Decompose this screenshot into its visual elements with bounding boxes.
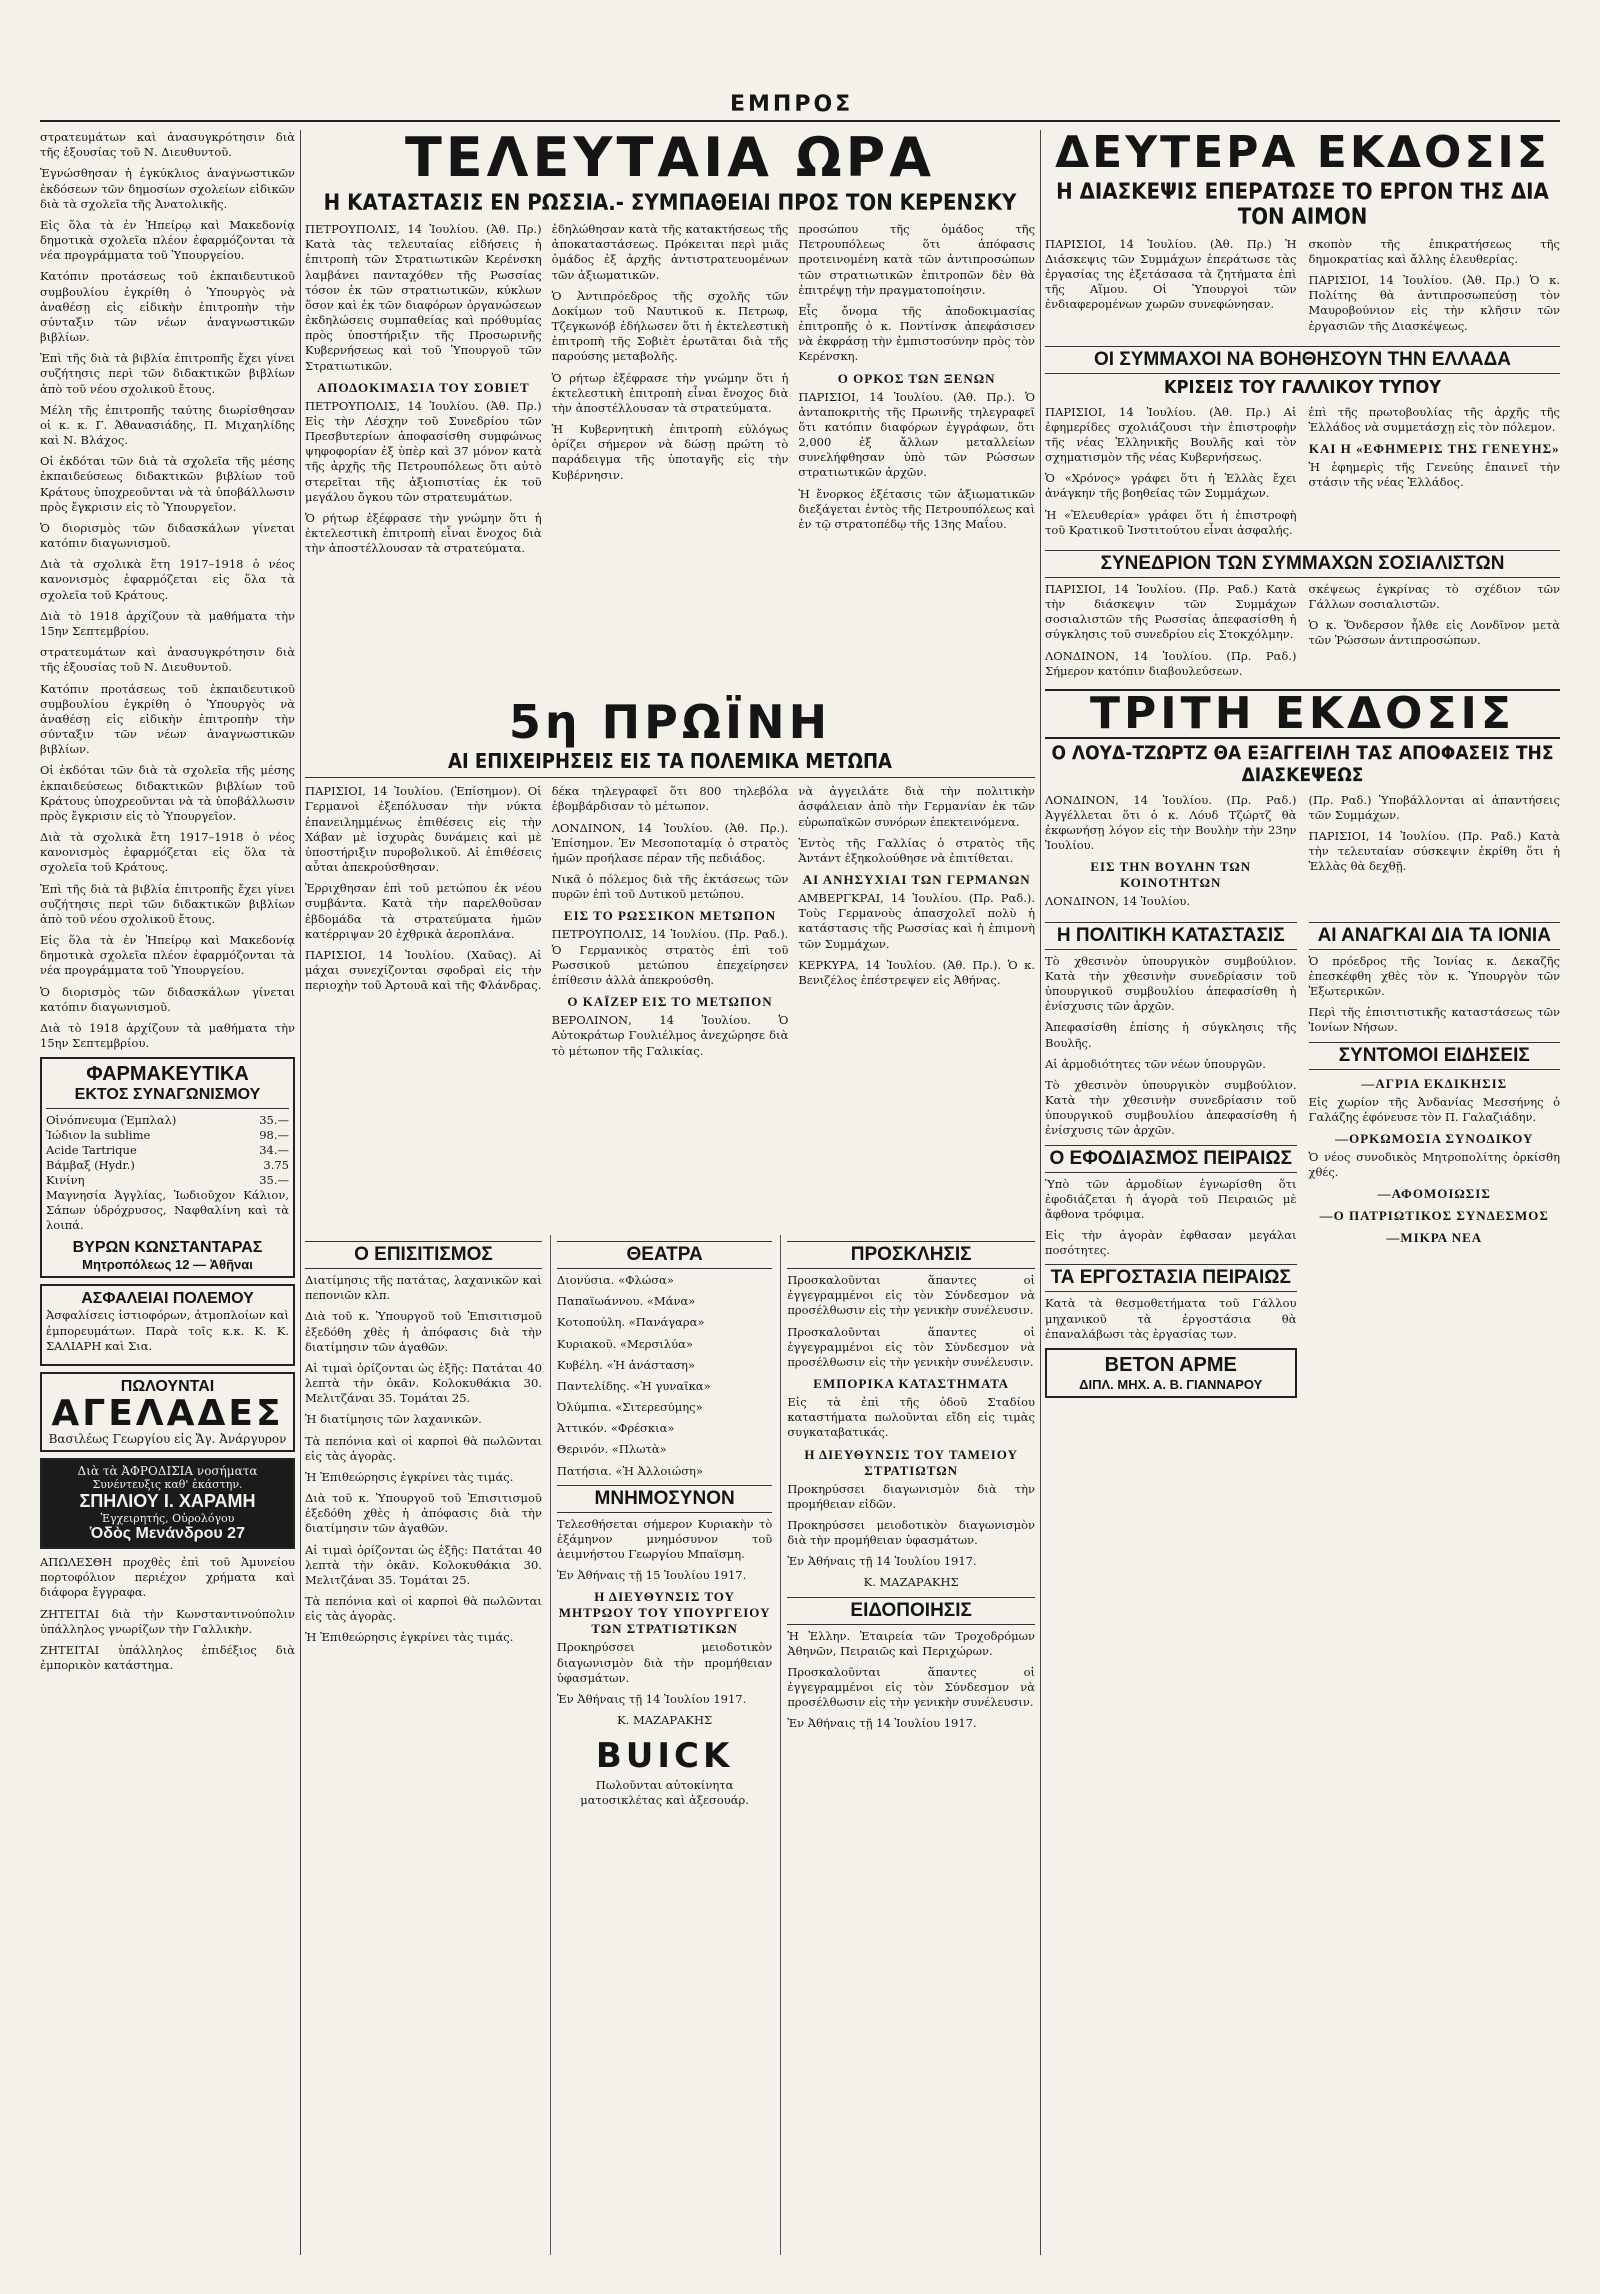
ad-title: ΑΣΦΑΛΕΙΑΙ ΠΟΛΕΜΟΥ (81, 1290, 254, 1308)
article-column (305, 222, 542, 692)
price-row: Ἰώδιον la sublime 98.— (46, 1128, 289, 1143)
doctor-name: ΣΠΗΛΙΟΥ Ι. ΧΑΡΑΜΗ (79, 1491, 256, 1511)
section-heading: ΕΙΔΟΠΟΙΗΣΙΣ (787, 1597, 1035, 1625)
subheadline: Ο ΛΟΥΔ-ΤΖΩΡΤΖ ΘΑ ΕΞΑΓΓΕΙΛΗ ΤΑΣ ΑΠΟΦΑΣΕΙΣ ΤΗΣ ΔΙΑΣΚΕΨΕΩΣ (1051, 742, 1554, 786)
section-heading: Ο ΕΠΙΣΙΤΙΣΜΟΣ (305, 1241, 542, 1269)
section-heading: ΕΙΣ ΤΟ ΡΩΣΣΙΚΟΝ ΜΕΤΩΠΟΝ (563, 908, 777, 924)
article-paragraph: ΠΕΤΡΟΥΠΟΛΙΣ, 14 Ἰουλίου. (Ἀθ. Πρ.) Κατὰ τὰς τελευταίας εἰδήσεις ἡ ἐπιτροπὴ τῶν Στρατιωτικῶν Κερένσκη λαμβάνει πανταχόθεν τῆς Ρωσσίας τόσον ἐκ τῶν στρατιωτικῶν, κύκλων ὅσον καὶ ἐκ τῶν διαφόρων ὀργανώσεων ἐκδηλώσεις συμπαθείας καὶ πρόθυμίας πρὸς ὑποστήριξιν τῆς Προσωρινῆς Κυβερνήσεως καὶ τοῦ Ὑπουργοῦ τῶν Στρατιωτικῶν. (305, 221, 542, 373)
article-paragraph: Εἰς ὅλα τὰ ἐν Ἠπείρῳ καὶ Μακεδονίᾳ δημοτικὰ σχολεῖα πλέον ἐφαρμόζονται τὰ νέα προγράμματα τοῦ Ὑπουργείου. (40, 933, 295, 978)
notice-date: Ἐν Ἀθήναις τῇ 15 Ἰουλίου 1917. (556, 1568, 747, 1583)
ad-text: Ἀσφαλίσεις ἱστιοφόρων, ἀτμοπλοίων καὶ ἐμπορευμάτων. Παρὰ τοῖς κ.κ. Κ. Κ. ΣΑΛΙΑΡΗ καὶ Σια. (46, 1308, 289, 1353)
notice-text: Προκηρύσσει μειοδοτικὸν διαγωνισμὸν διὰ τὴν προμήθειαν ὑφασμάτων. (787, 1517, 1035, 1548)
theatre-listing: Διονύσια. «Φλώσα» (556, 1273, 674, 1287)
section-heading: ΑΙ ΑΝΑΓΚΑΙ ΔΙΑ ΤΑ ΙΟΝΙΑ (1309, 922, 1561, 950)
section-heading: ΕΜΠΟΡΙΚΑ ΚΑΤΑΣΤΗΜΑΤΑ (813, 1376, 1009, 1392)
article-paragraph: Ὁ πρόεδρος τῆς Ἰονίας κ. Δεκαζῆς ἐπεσκέφθη χθὲς τὸν κ. Ὑπουργὸν τῶν Ἐξωτερικῶν. (1308, 953, 1560, 998)
subheadline: Η ΚΑΤΑΣΤΑΣΙΣ ΕΝ ΡΩΣΣΙΑ.- ΣΥΜΠΑΘΕΙΑΙ ΠΡΟΣ ΤΟΝ ΚΕΡΕΝΣΚΥ (323, 190, 1017, 216)
subheadline: ΑΙ ΕΠΙΧΕΙΡΗΣΕΙΣ ΕΙΣ ΤΑ ΠΟΛΕΜΙΚΑ ΜΕΤΩΠΑ (305, 750, 1035, 778)
pharmacy-ad (40, 1057, 295, 1278)
ad-text: Πωλοῦνται αὐτοκίνητα ματοσικλέτας καὶ ἀξεσουάρ. (580, 1778, 749, 1808)
classified-ad: ΖΗΤΕΙΤΑΙ ὑπάλληλος ἐπιδέξιος διὰ ἐμπορικὸν κατάστημα. (40, 1642, 295, 1673)
article-paragraph: ἐδηλώθησαν κατὰ τῆς κατακτήσεως τῆς ἀποκαταστάσεως. Πρόκειται περὶ μιᾶς ὁμάδος ἐξ ἀρχῆς ἀντιστρατευομένων τῶν ἀξιωματικῶν. (551, 221, 789, 282)
article-paragraph: Οἱ ἐκδόται τῶν διὰ τὰ σχολεῖα τῆς μέσης ἐκπαιδεύσεως διδακτικῶν βιβλίων τοῦ Κράτους ὑποχρεοῦνται νὰ τὰ ὑποβάλλωσιν πρὸς ἔγκρισιν εἰς τὸ Ὑπουργεῖον. (40, 763, 295, 823)
article-paragraph: Τὰ πεπόνια καὶ οἱ καρποὶ θὰ πωλῶνται εἰς τὰς ἀγορὰς. (305, 1594, 542, 1624)
ad-subtitle: ΕΚΤΟΣ ΣΥΝΑΓΩΝΙΣΜΟΥ (74, 1086, 261, 1104)
article-paragraph: Ἐπὶ τῆς διὰ τὰ βιβλία ἐπιτροπῆς ἔχει γίνει συζήτησις περὶ τῶν διδακτικῶν βιβλίων ἀπὸ τοῦ νέου σχολικοῦ ἔτους. (40, 351, 295, 396)
article-paragraph: Εἰς τὴν ἀγορὰν ἐφθασαν μεγάλαι ποσότητες. (1045, 1228, 1297, 1258)
ad-title: ΒΕΤΟΝ ΑΡΜΕ (1104, 1353, 1237, 1376)
ad-text: Συνέντευξις καθ' ἑκάστην. (92, 1478, 243, 1491)
article-paragraph: Τὸ χθεσινὸν ὑπουργικὸν συμβούλιον. Κατὰ τὴν χθεσινὴν συνεδρίασιν τοῦ ὑπουργικοῦ συμβουλίου ἀπεφασίσθη ἡ ἐνίσχυσις τῶν ἀρχῶν. (1045, 953, 1297, 1014)
right-column (1045, 130, 1560, 2255)
notice-text: Προσκαλοῦνται ἅπαντες οἱ ἐγγεγραμμένοι εἰς τὸν Σύνδεσμον νὰ προσέλθωσιν εἰς τὴν γενικὴν συνέλευσιν. (787, 1664, 1035, 1710)
article-paragraph: ΠΑΡΙΣΙΟΙ, 14 Ἰουλίου. (Πρ. Ραδ.) Κατὰ τὴν τελευταίαν σύσκεψιν ἐκρίθη ὅτι ἡ Ἑλλὰς θὰ δεχθῇ. (1308, 829, 1560, 874)
ad-title: ΦΑΡΜΑΚΕΥΤΙΚΑ (86, 1063, 249, 1086)
article-paragraph: ΠΕΤΡΟΥΠΟΛΙΣ, 14 Ἰουλίου. (Πρ. Ραδ.). Ὁ Γερμανικὸς στρατὸς ἐπὶ τοῦ Ρωσσικοῦ μετώπου ἐπεχείρησεν ἐπίθεσιν ἀλλὰ ἀπεκρούσθη. (551, 927, 789, 987)
ad-address: Βασιλέως Γεωργίου εἰς Ἄγ. Ἀνάργυρον (48, 1432, 287, 1446)
theatre-listing: Ὀλύμπια. «Σιτερεσύμης» (556, 1400, 703, 1415)
theatre-listing: Κοτοπούλη. «Πανάγαρα» (556, 1315, 705, 1330)
article-paragraph: ΑΜΒΕΡΓΚΡΑΙ, 14 Ἰουλίου. (Πρ. Ραδ.). Τοὺς Γερμανοὺς ἀπασχολεῖ πολὺ ἡ κατάστασις τῆς Ρωσσίας καὶ ἡ ἐπιμονὴ τῶν Συμμάχων. (798, 891, 1035, 951)
ad-address: Ὁδὸς Μενάνδρου 27 (90, 1525, 245, 1542)
article-paragraph: στρατευμάτων καὶ ἀνασυγκρότησιν διὰ τῆς ἐξουσίας τοῦ Ν. Διευθυντοῦ. (40, 645, 295, 675)
cows-ad (40, 1372, 295, 1452)
news-brief-title: —ΑΦΟΜΟΙΩΣΙΣ (1377, 1186, 1491, 1202)
price-row: Κινίνη 35.— (46, 1173, 289, 1188)
article-paragraph: Ἐγνώσθησαν ἡ ἐγκύκλιος ἀναγνωστικῶν ἐκδόσεων τῶν δημοσίων σχολείων εἰδικῶν διὰ τὰ σχολεῖα τῆς Ἀνατολικῆς. (40, 166, 295, 211)
insurance-ad (40, 1284, 295, 1366)
section-heading: Ο ΕΦΟΔΙΑΣΜΟΣ ΠΕΙΡΑΙΩΣ (1045, 1145, 1297, 1173)
article-paragraph: Τὸ χθεσινὸν ὑπουργικὸν συμβούλιον. Κατὰ τὴν χθεσινὴν συνεδρίασιν τοῦ ὑπουργικοῦ συμβουλίου ἀπεφασίσθη ἡ ἐνίσχυσις τῶν ἀρχῶν. (1045, 1077, 1297, 1138)
section-heading: ΚΑΙ Η «ΕΦΗΜΕΡΙΣ ΤΗΣ ΓΕΝΕΥΗΣ» (1308, 440, 1560, 456)
headline-third-edition: ΤΡΙΤΗ ΕΚΔΟΣΙΣ (1045, 689, 1560, 739)
subheadline: Η ΔΙΑΣΚΕΨΙΣ ΕΠΕΡΑΤΩΣΕ ΤΟ ΕΡΓΟΝ ΤΗΣ ΔΙΑ ΤΟΝ ΑΙΜΟΝ (1056, 180, 1549, 231)
theatres-section (550, 1235, 772, 2255)
column-divider (300, 130, 301, 2255)
article-paragraph: Ἡ «Ἐλευθερία» γράφει ὅτι ἡ ἐπιστροφὴ τοῦ Κρατικοῦ Ἰνστιτούτου εἶναι ἀσφαλής. (1045, 507, 1297, 537)
subheadline: ΚΡΙΣΕΙΣ ΤΟΥ ΓΑΛΛΙΚΟΥ ΤΥΠΟΥ (1164, 376, 1441, 398)
article-paragraph: ΠΑΡΙΣΙΟΙ, 14 Ἰουλίου. (Χαῦας). Αἱ μάχαι συνεχίζονται σφοδραὶ εἰς τὴν περιοχὴν τοῦ Ἀρτουᾶ καὶ τῆς Φλάνδρας. (305, 948, 542, 993)
news-brief-title: —ΑΓΡΙΑ ΕΚΔΙΚΗΣΙΣ (1361, 1075, 1508, 1091)
article-paragraph: Ἐπὶ τῆς διὰ τὰ βιβλία ἐπιτροπῆς ἔχει γίνει συζήτησις περὶ τῶν διδακτικῶν βιβλίων ἀπὸ τοῦ νέου σχολικοῦ ἔτους. (40, 881, 295, 926)
article-paragraph: Διὰ τὰ σχολικὰ ἔτη 1917–1918 ὁ νέος κανονισμὸς ἐφαρμόζεται εἰς ὅλα τὰ σχολεῖα τοῦ Κράτους. (40, 557, 295, 602)
article-paragraph: Ὑπὸ τῶν ἁρμοδίων ἐγνωρίσθη ὅτι ἐφοδιάζεται ἡ ἀγορὰ τοῦ Πειραιῶς μὲ ἄφθονα τρόφιμα. (1045, 1176, 1297, 1221)
article-paragraph: ΠΑΡΙΣΙΟΙ, 14 Ἰουλίου. (Ἀθ. Πρ.). Ὁ ἀνταποκριτὴς τῆς Πρωινῆς τηλεγραφεῖ ὅτι κατόπιν διαφόρων ἐγγράφων, ὅτι 2,000 ἐξ ἄλλων μεταλλείων συνελήφθησαν ὑπὸ τῶν Ρώσσων στρατιωτικῶν ἀρχῶν. (798, 389, 1035, 480)
section-heading: Η ΠΟΛΙΤΙΚΗ ΚΑΤΑΣΤΑΣΙΣ (1045, 922, 1297, 950)
headline-fifth-edition: 5η ΠΡΩΪΝΗ (508, 694, 832, 749)
article-paragraph: Κατόπιν προτάσεως τοῦ ἐκπαιδευτικοῦ συμβουλίου ἐγκρίθη ὁ Ὑπουργὸς νὰ ἀναθέσῃ εἰς εἰδικὴν ἐπιτροπὴν τὴν σύνταξιν τῶν νέων ἀναγνωστικῶν βιβλίων. (40, 269, 295, 345)
article-column (552, 784, 789, 1230)
article-paragraph: Κατὰ τὰ θεσμοθετήματα τοῦ Γάλλου μηχανικοῦ τὰ ἐργοστάσια θὰ ἐπαναλάβωσι τὰς ἐργασίας των. (1045, 1296, 1297, 1341)
article-paragraph: δέκα τηλεγραφεῖ ὅτι 800 τηλεβόλα ἐβομβάρδισαν τὸ μέτωπον. (551, 784, 789, 814)
theatre-listing: Θερινόν. «Πλωτὰ» (556, 1442, 667, 1457)
section-heading: ΣΥΝΤΟΜΟΙ ΕΙΔΗΣΕΙΣ (1309, 1042, 1561, 1070)
article-paragraph: Αἱ τιμαὶ ὁρίζονται ὡς ἑξῆς: Πατάται 40 λεπτὰ τὴν ὀκᾶν. Κολοκυθάκια 30. Μελιτζάναι 35. Τομάται 25. (305, 1542, 542, 1587)
theatre-listing: Παντελίδης. «Ἡ γυναῖκα» (556, 1378, 711, 1393)
article-paragraph: σκέψεως ἐγκρίνας τὸ σχέδιον τῶν Γάλλων σοσιαλιστῶν. (1308, 581, 1560, 612)
center-column (305, 130, 1035, 1230)
article-paragraph: Ὁ ρήτωρ ἐξέφρασε τὴν γνώμην ὅτι ἡ ἐκτελεστικὴ ἐπιτροπὴ εἶναι ἔνοχος διὰ τὴν ἀποστέλλουσαν τὰ στρατεύματα. (551, 370, 789, 415)
article-paragraph: Ἀπεφασίσθη ἐπίσης ἡ σύγκλησις τῆς Βουλῆς. (1045, 1020, 1297, 1050)
notice-date: Ἐν Ἀθήναις τῇ 14 Ἰουλίου 1917. (787, 1554, 977, 1569)
ad-kicker: ΠΩΛΟΥΝΤΑΙ (120, 1378, 215, 1395)
section-heading: Ο ΚΑΪΖΕΡ ΕΙΣ ΤΟ ΜΕΤΩΠΟΝ (567, 994, 773, 1010)
headline-last-hour: ΤΕΛΕΥΤΑΙΑ ΩΡΑ (404, 130, 936, 189)
section-heading: Η ΔΙΕΥΘΥΝΣΙΣ ΤΟΥ ΤΑΜΕΙΟΥ ΣΤΡΑΤΙΩΤΩΝ (804, 1446, 1018, 1478)
notices-section (780, 1235, 1035, 2255)
article-paragraph: Ὁ διορισμὸς τῶν διδασκάλων γίνεται κατόπιν διαγωνισμοῦ. (40, 520, 295, 551)
article-column (305, 784, 542, 1230)
ad-text: Μαγνησία Ἀγγλίας, Ἰωδιοῦχον Κάλιον, Σάπων ὑδρόχρυσος, Ναφθαλίνη καὶ τὰ λοιπά. (46, 1187, 289, 1233)
article-column (798, 784, 1035, 1230)
article-paragraph: (Πρ. Ραδ.) Ὑποβάλλονται αἱ ἀπαντήσεις τῶν Συμμάχων. (1308, 792, 1560, 822)
classified-ad: ΑΠΩΛΕΣΘΗ προχθὲς ἐπὶ τοῦ Ἀμυνείου πορτοφόλιον περιέχον χρήματα καὶ διάφορα ἔγγραφα. (40, 1555, 295, 1600)
article-paragraph: ΠΑΡΙΣΙΟΙ, 14 Ἰουλίου. (Ἀθ. Πρ.) Αἱ ἐφημερίδες σχολιάζουσι τὴν ἐπιστροφὴν τῆς νέας Ἑλληνικῆς Βουλῆς καὶ τὸν σχηματισμὸν τῆς νέας Κυβερνήσεως. (1045, 404, 1297, 465)
theatre-listing: Κυριακοῦ. «Μερσιλύα» (556, 1336, 693, 1351)
article-paragraph: Κατόπιν προτάσεως τοῦ ἐκπαιδευτικοῦ συμβουλίου ἐγκρίθη ὁ Ὑπουργὸς νὰ ἀναθέσῃ εἰς εἰδικὴν ἐπιτροπὴν τὴν σύνταξιν τῶν νέων ἀναγνωστικῶν βιβλίων. (40, 681, 295, 757)
theatre-listing: Πατήσια. «Ἡ Ἀλλοιώση» (556, 1463, 703, 1478)
notice-text: Προκηρύσσει μειοδοτικὸν διαγωνισμὸν διὰ τὴν προμήθειαν ὑφασμάτων. (556, 1640, 773, 1685)
article-paragraph: Ὁ Ἀντιπρόεδρος τῆς σχολῆς τῶν Δοκίμων τοῦ Ναυτικοῦ κ. Πετρωφ, Τζεγκωνόβ ἐδήλωσεν ὅτι ἡ ἐκτελεστικὴ ἐπιτροπὴ τῆς Σοβιὲτ ἐρωτᾶται διὰ τῆς παρούσης μεταβολῆς. (551, 288, 789, 364)
notice-text: Ἡ Ἑλλην. Ἑταιρεία τῶν Τροχοδρόμων Ἀθηνῶν, Πειραιῶς καὶ Περιχώρων. (787, 1628, 1035, 1658)
article-paragraph: Διὰ τοῦ κ. Ὑπουργοῦ τοῦ Ἐπισιτισμοῦ ἐξεδόθη χθὲς ἡ ἀπόφασις διὰ τὴν διατίμησιν τῶν ἀγαθῶν. (305, 1309, 542, 1354)
masthead (40, 92, 1560, 122)
article-paragraph: Ἡ Κυβερνητικὴ ἐπιτροπὴ εὐλόγως ὁρίζει σήμερον νὰ δώσῃ πρώτη τὸ παράδειγμα τῆς ὑποταγῆς εἰς τὴν Κυβέρνησιν. (551, 422, 789, 482)
article-paragraph: ΠΑΡΙΣΙΟΙ, 14 Ἰουλίου. (Πρ. Ραδ.) Κατὰ τὴν διάσκεψιν τῶν Συμμάχων σοσιαλιστῶν τῆς Ρωσσίας ἀπεφασίσθη ἡ σύγκλησις τοῦ συνεδρίου εἰς Στοκχόλμην. (1045, 581, 1297, 642)
center-lower-section (305, 1235, 1035, 2255)
food-supply-section (305, 1235, 542, 2255)
article-column (798, 222, 1035, 692)
news-brief-title: —Ο ΠΑΤΡΙΩΤΙΚΟΣ ΣΥΝΔΕΣΜΟΣ (1319, 1208, 1549, 1224)
article-paragraph: ΚΕΡΚΥΡΑ, 14 Ἰουλίου. (Ἀθ. Πρ.). Ὁ κ. Βενιζέλος ἐπέστρεψεν εἰς Ἀθήνας. (798, 957, 1035, 987)
article-paragraph: Διὰ τὰ σχολικὰ ἔτη 1917–1918 ὁ νέος κανονισμὸς ἐφαρμόζεται εἰς ὅλα τὰ σχολεῖα τοῦ Κράτους. (40, 830, 295, 875)
left-column (40, 130, 295, 2255)
article-paragraph: Εἰς χωρίον τῆς Ἀνδανίας Μεσσήνης ὁ Γαλάζης ἐφόνευσε τὸν Π. Γαλαζιάδην. (1308, 1094, 1560, 1124)
article-paragraph: Μέλη τῆς ἐπιτροπῆς ταύτης διωρίσθησαν οἱ κ. κ. Γ. Ἀθανασιάδης, Π. Μιχαηλίδης καὶ Ν. Βλάχος. (40, 402, 295, 448)
article-paragraph: στρατευμάτων καὶ ἀνασυγκρότησιν διὰ τῆς ἐξουσίας τοῦ Ν. Διευθυντοῦ. (40, 130, 295, 160)
column-divider (1040, 130, 1041, 2255)
article-paragraph: Διατίμησις τῆς πατάτας, λαχανικῶν καὶ πεπονιῶν κλπ. (305, 1273, 542, 1303)
section-heading: ΕΙΣ ΤΗΝ ΒΟΥΛΗΝ ΤΩΝ ΚΟΙΝΟΤΗΤΩΝ (1090, 859, 1252, 891)
price-row: Βάμβαξ (Hydr.) 3.75 (46, 1158, 289, 1173)
article-paragraph: Ἡ ἐφημερὶς τῆς Γενεύης ἐπαινεῖ τὴν στάσιν τῆς νέας Ἑλλάδος. (1308, 459, 1560, 490)
section-heading: ΘΕΑΤΡΑ (557, 1241, 772, 1269)
article-paragraph: Νικᾶ ὁ πόλεμος διὰ τῆς ἐκτάσεως τῶν πυρῶν ἐπὶ τοῦ Δυτικοῦ μετώπου. (551, 872, 789, 902)
article-paragraph: Ἡ ἔνορκος ἐξέτασις τῶν ἀξιωματικῶν διεξάγεται ἐντὸς τῆς Πετρουπόλεως καὶ ἐν τῷ στρατοπέδῳ τῆς 13ης Μαΐου. (798, 486, 1035, 531)
article-paragraph: σκοπὸν τῆς ἐπικρατήσεως τῆς δημοκρατίας καὶ ἄλλης ἐλευθερίας. (1308, 236, 1560, 266)
article-paragraph: Αἱ ἀρμοδιότητες τῶν νέων ὑπουργῶν. (1045, 1056, 1266, 1071)
article-paragraph: Ἡ διατίμησις τῶν λαχανικῶν. (305, 1412, 482, 1427)
buick-ad-title: BUICK (595, 1736, 734, 1777)
article-paragraph: Περὶ τῆς ἐπισιτιστικῆς καταστάσεως τῶν Ἰονίων Νήσων. (1308, 1005, 1560, 1035)
notice-text: Τελεσθήσεται σήμερον Κυριακὴν τὸ ἑξάμηνον μνημόσυνον τοῦ ἀειμνήστου Γεωργίου Μπαϊσμη. (556, 1516, 773, 1562)
section-heading: ΑΙ ΑΝΗΣΥΧΙΑΙ ΤΩΝ ΓΕΡΜΑΝΩΝ (802, 872, 1031, 888)
ad-title: ΑΓΕΛΑΔΕΣ (51, 1393, 284, 1434)
article-paragraph: Τὰ πεπόνια καὶ οἱ καρποὶ θὰ πωλῶνται εἰς τὰς ἀγορὰς. (305, 1433, 542, 1463)
article-paragraph: Ὁ κ. Ὅνδερσον ἦλθε εἰς Λονδῖνον μετὰ τῶν Ῥώσσων ἀντιπροσώπων. (1308, 618, 1560, 648)
ad-text: ΔΙΠΛ. ΜΗΧ. Α. Β. ΓΙΑΝΝΑΡΟΥ (1079, 1376, 1263, 1392)
doctor-ad (40, 1458, 295, 1549)
news-brief-title: —ΜΙΚΡΑ ΝΕΑ (1386, 1230, 1483, 1246)
section-heading: ΟΙ ΣΥΜΜΑΧΟΙ ΝΑ ΒΟΗΘΗΣΟΥΝ ΤΗΝ ΕΛΛΑΔΑ (1045, 346, 1560, 374)
article-paragraph: Ὁ διορισμὸς τῶν διδασκάλων γίνεται κατόπιν διαγωνισμοῦ. (40, 984, 295, 1014)
article-paragraph: Εἰς ὅλα τὰ ἐν Ἠπείρῳ καὶ Μακεδονίᾳ δημοτικὰ σχολεῖα πλέον ἐφαρμόζονται τὰ νέα προγράμματα τοῦ Ὑπουργείου. (40, 217, 295, 263)
headline-second-edition: ΔΕΥΤΕΡΑ ΕΚΔΟΣΙΣ (1055, 130, 1550, 178)
section-heading: ΑΠΟΔΟΚΙΜΑΣΙΑ ΤΟΥ ΣΟΒΙΕΤ (316, 379, 530, 395)
newspaper-name: ΕΜΠΡΟΣ (730, 92, 854, 117)
article-paragraph: ΛΟΝΔΙΝΟΝ, 14 Ἰουλίου. (Ἀθ. Πρ.). Ἐπίσημον. Ἐν Μεσοποταμίᾳ ὁ στρατὸς ἡμῶν προήλασε πέραν τῆς πεδιάδος. (551, 820, 789, 865)
article-paragraph: Διὰ τὸ 1918 ἀρχίζουν τὰ μαθήματα τὴν 15ην Σεπτεμβρίου. (40, 1020, 295, 1051)
article-paragraph: Οἱ ἐκδόται τῶν διὰ τὰ σχολεῖα τῆς μέσης ἐκπαιδεύσεως διδακτικῶν βιβλίων τοῦ Κράτους ὑποχρεοῦνται νὰ τὰ ὑποβάλλωσιν πρὸς ἔγκρισιν εἰς τὸ Ὑπουργεῖον. (40, 454, 295, 514)
section-heading: ΜΝΗΜΟΣΥΝΟΝ (557, 1485, 772, 1513)
article-paragraph: Ἐντὸς τῆς Γαλλίας ὁ στρατὸς τῆς Ἀντάντ ἐξηκολούθησε νὰ ἐπιτίθεται. (798, 835, 1035, 865)
section-heading: Η ΔΙΕΥΘΥΝΣΙΣ ΤΟΥ ΜΗΤΡΩΟΥ ΤΟΥ ΥΠΟΥΡΓΕΙΟΥ ΤΩΝ ΣΤΡΑΤΙΩΤΙΚΩΝ (558, 1589, 771, 1637)
notice-signer: Κ. ΜΑΖΑΡΑΚΗΣ (863, 1575, 959, 1590)
notice-text: Προσκαλοῦνται ἅπαντες οἱ ἐγγεγραμμένοι εἰς τὸν Σύνδεσμον νὰ προσέλθωσιν εἰς τὴν γενικὴν συνέλευσιν. (787, 1273, 1035, 1318)
article-column (552, 222, 789, 692)
article-paragraph: ΠΑΡΙΣΙΟΙ, 14 Ἰουλίου. (Ἀθ. Πρ.) Ἡ Διάσκεψις τῶν Συμμάχων ἐπεράτωσε τὰς ἐργασίας της ἐξετάσασα τὰ ζητήματα ἐπὶ τῆς Αἵμου. Οἱ Ὑπουργοὶ τῶν ἐνδιαφερομένων χωρῶν συνεφώνησαν. (1045, 236, 1297, 312)
theatre-listing: Κυβέλη. «Ἡ ἀνάσταση» (556, 1357, 695, 1372)
article-paragraph: ΠΑΡΙΣΙΟΙ, 14 Ἰουλίου. (Ἐπίσημον). Οἱ Γερμανοὶ ἐξεπόλυσαν τὴν νύκτα ἐπανειλημμένως ἐπιθέσεις εἰς τὴν Χάβαν μὲ ἰσχυρὰς δυνάμεις καὶ μὲ ὑποστήριξιν πυροβολικοῦ. Αἱ ἐπιθέσεις αὗται ἀπεκρούσθησαν. (305, 784, 542, 875)
section-heading: ΠΡΟΣΚΛΗΣΙΣ (787, 1241, 1035, 1269)
article-paragraph: Διὰ τὸ 1918 ἀρχίζουν τὰ μαθήματα τὴν 15ην Σεπτεμβρίου. (40, 608, 295, 638)
article-paragraph: νὰ ἀγγειλάτε διὰ τὴν πολιτικὴν ἀσφάλειαν ἀπὸ τὴν Γερμανίαν ἐκ τῶν εὐρωπαϊκῶν συνόρων ἐπεκτεινόμενα. (798, 784, 1035, 829)
article-paragraph: Ὁ «Χρόνος» γράφει ὅτι ἡ Ἑλλὰς ἔχει ἀνάγκην τῆς βοηθείας τῶν Συμμάχων. (1045, 471, 1297, 501)
section-heading: ΤΑ ΕΡΓΟΣΤΑΣΙΑ ΠΕΙΡΑΙΩΣ (1045, 1264, 1297, 1292)
article-paragraph: ΛΟΝΔΙΝΟΝ, 14 Ἰουλίου. (1045, 894, 1191, 909)
ad-address: Μητροπόλεως 12 — Ἀθῆναι (82, 1257, 253, 1273)
notice-text: Εἰς τὰ ἐπὶ τῆς ὁδοῦ Σταδίου καταστήματα πωλοῦνται εἴδη εἰς τιμὰς συγκαταβατικάς. (787, 1395, 1035, 1440)
notice-text: Προκηρύσσει διαγωνισμὸν διὰ τὴν προμήθειαν εἰδῶν. (787, 1481, 1035, 1511)
article-paragraph: Ὁ ρήτωρ ἐξέφρασε τὴν γνώμην ὅτι ἡ ἐκτελεστικὴ ἐπιτροπὴ εἶναι ἔνοχος διὰ τὴν ἀποστέλλουσαν τὰ στρατεύματα. (305, 510, 542, 556)
ad-kicker: Διὰ τὰ ἈΦΡΟΔΙΣΙΑ νοσήματα (77, 1464, 258, 1478)
notice-text: Προσκαλοῦνται ἅπαντες οἱ ἐγγεγραμμένοι εἰς τὸν Σύνδεσμον νὰ προσέλθωσιν εἰς τὴν γενικὴν συνέλευσιν. (787, 1324, 1035, 1369)
article-paragraph: Ἡ Ἐπιθεώρησις ἐγκρίνει τὰς τιμάς. (305, 1469, 514, 1484)
article-paragraph: Ὁ νέος συνοδικὸς Μητροπολίτης ὁρκίσθη χθές. (1308, 1149, 1560, 1180)
theatre-listing: Παπαϊωάννου. «Μάνα» (556, 1294, 696, 1309)
notice-date: Ἐν Ἀθήναις τῇ 14 Ἰουλίου 1917. (787, 1716, 977, 1731)
article-paragraph: ΒΕΡΟΛΙΝΟΝ, 14 Ἰουλίου. Ὁ Αὐτοκράτωρ Γουλιέλμος ἀνεχώρησε διὰ τὸ μέτωπον τῆς Γαλικίας. (551, 1013, 789, 1058)
article-paragraph: Ἐρριχθησαν ἐπὶ τοῦ μετώπου ἐκ νέου συμβάντα. Κατὰ τὴν παρελθοῦσαν ἑβδομάδα τὰ στρατεύματα ἡμῶν κατέρριψαν 20 ἐχθρικὰ ἀεροπλάνα. (305, 881, 542, 941)
notice-signer: Κ. ΜΑΖΑΡΑΚΗΣ (617, 1713, 713, 1728)
article-paragraph: προσώπου τῆς ὁμάδος τῆς Πετρουπόλεως ὅτι ἀπόφασις προτεινομένη κατὰ τῶν ἀντιπροσώπων τῶν στρατιωτικῶν ἐπιτροπῶν δὲν θὰ ἐπιτρέψῃ τὴν πραγματοποίησιν. (798, 221, 1035, 297)
beton-ad (1045, 1348, 1297, 1398)
news-brief-title: —ΟΡΚΩΜΟΣΙΑ ΣΥΝΟΔΙΚΟΥ (1335, 1130, 1534, 1146)
article-paragraph: ΠΑΡΙΣΙΟΙ, 14 Ἰουλίου. (Ἀθ. Πρ.) Ὁ κ. Πολίτης θὰ ἀντιπροσωπεύσῃ τὸν Μαυροβούνιον εἰς τὴν κλῆσιν τῶν ἐργασιῶν τῆς Διασκέψεως. (1308, 273, 1560, 333)
article-paragraph: Αἱ τιμαὶ ὁρίζονται ὡς ἑξῆς: Πατάται 40 λεπτὰ τὴν ὀκᾶν. Κολοκυθάκια 30. Μελιτζάναι 35. Τομάται 25. (305, 1360, 542, 1406)
section-heading: Ο ΟΡΚΟΣ ΤΩΝ ΞΕΝΩΝ (837, 370, 996, 386)
price-row: Οἰνόπνευμα (Ἐμπλαλ) 35.— (46, 1113, 289, 1128)
section-heading: ΣΥΝΕΔΡΙΟΝ ΤΩΝ ΣΥΜΜΑΧΩΝ ΣΟΣΙΑΛΙΣΤΩΝ (1045, 550, 1560, 578)
theatre-listing: Ἀττικόν. «Φρέσκια» (556, 1421, 675, 1436)
ad-shop: ΒΥΡΩΝ ΚΩΝΣΤΑΝΤΑΡΑΣ (72, 1239, 263, 1257)
classified-ad: ΖΗΤΕΙΤΑΙ διὰ τὴν Κωνσταντινούπολιν ὑπάλληλος γνωρίζων τὴν Γαλλικὴν. (40, 1606, 295, 1636)
doctor-specialty: Ἐγχειρητής, Οὐρολόγου (100, 1512, 235, 1525)
article-paragraph: ἐπὶ τῆς πρωτοβουλίας τῆς ἀρχῆς τῆς Ἑλλάδος νὰ συμμετάσχῃ εἰς τὸν πόλεμον. (1308, 404, 1560, 434)
price-row: Acide Tartrique 34.— (46, 1143, 289, 1158)
article-paragraph: Διὰ τοῦ κ. Ὑπουργοῦ τοῦ Ἐπισιτισμοῦ ἐξεδόθη χθὲς ἡ ἀπόφασις διὰ τὴν διατίμησιν τῶν ἀγαθῶν. (305, 1491, 542, 1536)
article-paragraph: ΛΟΝΔΙΝΟΝ, 14 Ἰουλίου. (Πρ. Ραδ.) Ἀγγέλλεται ὅτι ὁ κ. Λόυδ Τζώρτζ θὰ ἐκφωνήσῃ λόγον εἰς τὴν Βουλὴν τὴν 23ην Ἰουλίου. (1045, 792, 1297, 853)
article-paragraph: Ἡ Ἐπιθεώρησις ἐγκρίνει τὰς τιμάς. (305, 1630, 514, 1645)
article-paragraph: ΠΕΤΡΟΥΠΟΛΙΣ, 14 Ἰουλίου. (Ἀθ. Πρ.) Εἰς τὴν Λέσχην τοῦ Συνεδρίου τῶν Πρεσβυτερίων ἀποφασίσθη συμφώνως ψηφοφορίαν ἐξ ὑπὲρ καὶ 37 μόνον κατὰ τῆς ἀρχῆς τῆς Πετρουπόλεως ὅτι αὐτὸ στερεῖται τῆς ἀξιοπιστίας ἐκ τοῦ μεγάλου ὄγκου τῶν στρατευμάτων. (305, 398, 542, 504)
notice-date: Ἐν Ἀθήναις τῇ 14 Ἰουλίου 1917. (556, 1691, 747, 1706)
article-paragraph: Εἶς ὄνομα τῆς ἀποδοκιμασίας ἐπιτροπῆς ὁ κ. Ποντίνσκ ἀπεφάσισεν νὰ ἐκφράσῃ τὴν ἐμπιστοσύνην πρὸς τὸν Κερένσκη. (798, 303, 1035, 364)
article-paragraph: ΛΟΝΔΙΝΟΝ, 14 Ἰουλίου. (Πρ. Ραδ.) Σήμερον κατόπιν διαβουλεύσεων. (1045, 648, 1297, 678)
